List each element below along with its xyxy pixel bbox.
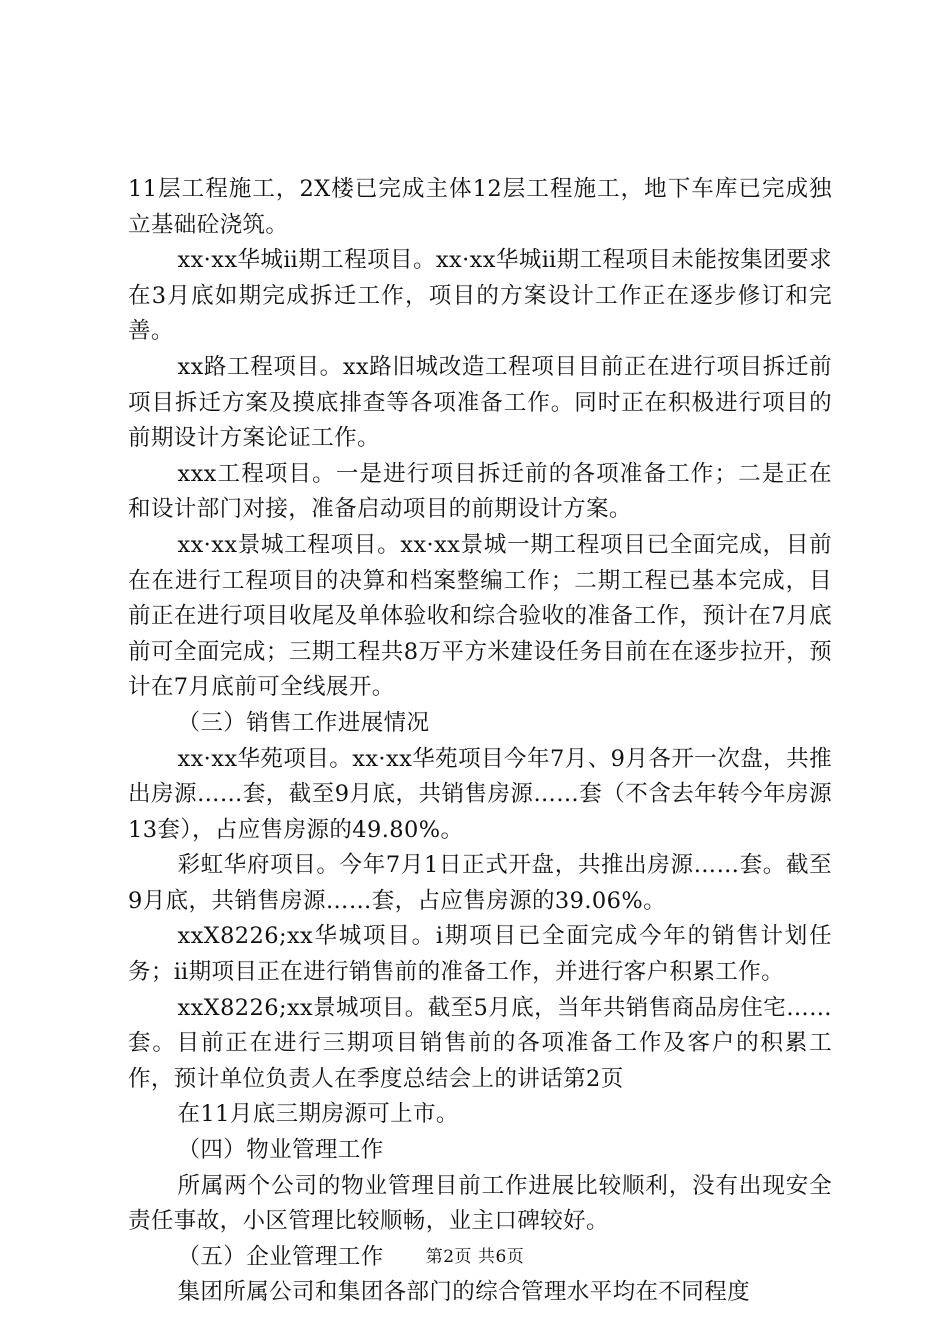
paragraph: 11层工程施工，2X楼已完成主体12层工程施工，地下车库已完成独立基础砼浇筑。 (128, 176, 832, 238)
paragraph: xxX8226;xx景城项目。截至5月底，当年共销售商品房住宅……套。目前正在进行三期项目销售前的各项准备工作及客户的积累工作，预计单位负责人在季度总结会上的讲话第2页 (128, 994, 832, 1092)
page-number-footer: 第2页 共6页 (425, 1247, 525, 1267)
paragraph: xx·xx景城工程项目。xx·xx景城一期工程项目已全面完成，目前在在进行工程项目的决算和档案整编工作；二期工程已基本完成，目前正在进行项目收尾及单体验收和综合验收的准备工作，预计在7月底前可全面完成；三期工程共8万平方米建设任务目前在在逐步拉开，预计在7月底前可全线展开。 (128, 531, 832, 701)
section-heading-property: （四）物业管理工作 (177, 1137, 384, 1164)
paragraph: 在11月底三期房源可上市。 (177, 1101, 459, 1128)
paragraph: xx·xx华苑项目。xx·xx华苑项目今年7月、9月各开一次盘，共推出房源……套，截至9月底，共销售房源……套（不含去年转今年房源13套），占应售房源的49.80%。 (128, 745, 832, 843)
paragraph: 集团所属公司和集团各部门的综合管理水平均在不同程度 (177, 1279, 751, 1306)
document-body (128, 172, 832, 1311)
paragraph: xx路工程项目。xx路旧城改造工程项目目前正在进行项目拆迁前项目拆迁方案及摸底排查等各项准备工作。同时正在积极进行项目的前期设计方案论证工作。 (128, 353, 832, 452)
section-heading-management: （五）企业管理工作 (177, 1243, 384, 1270)
paragraph: xxX8226;xx华城项目。ⅰ期项目已全面完成今年的销售计划任务；ⅱ期项目正在进行销售前的准备工作，并进行客户积累工作。 (128, 923, 832, 986)
paragraph: 所属两个公司的物业管理目前工作进展比较顺利，没有出现安全责任事故，小区管理比较顺畅，业主口碑较好。 (128, 1172, 832, 1235)
paragraph: xx·xx华城ⅱ期工程项目。xx·xx华城ⅱ期工程项目未能按集团要求在3月底如期完成拆迁工作，项目的方案设计工作正在逐步修订和完善。 (128, 247, 832, 345)
section-heading-sales: （三）销售工作进展情况 (177, 709, 430, 736)
paragraph: xxx工程项目。一是进行项目拆迁前的各项准备工作；二是正在和设计部门对接，准备启动项目的前期设计方案。 (128, 460, 832, 523)
paragraph: 彩虹华府项目。今年7月1日正式开盘，共推出房源……套。截至9月底，共销售房源……套，占应售房源的39.06%。 (128, 852, 832, 914)
